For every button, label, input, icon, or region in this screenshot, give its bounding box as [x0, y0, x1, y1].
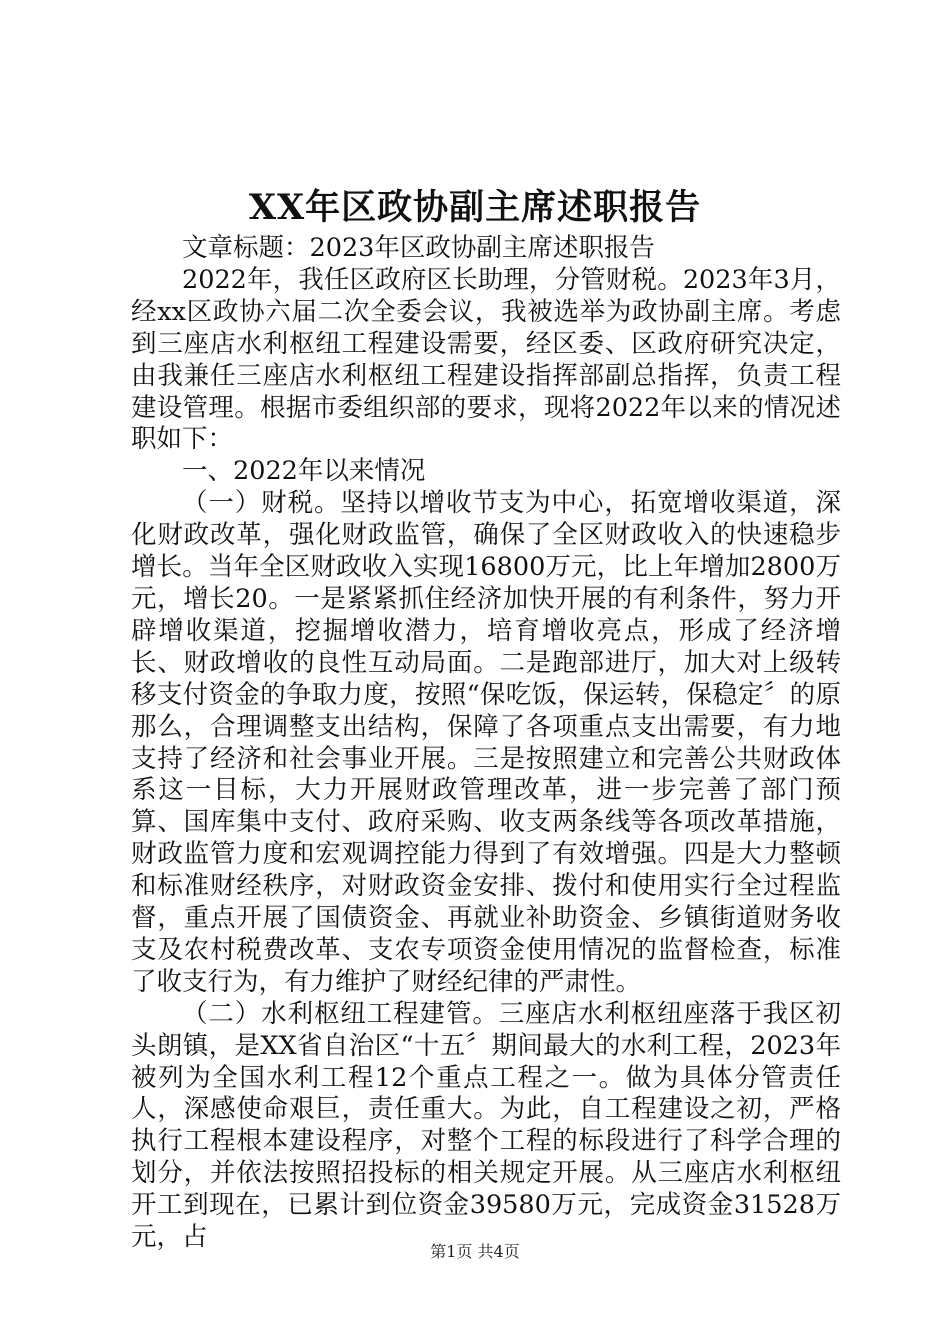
document-body [131, 233, 841, 1254]
section-heading: 一、2022年以来情况 [182, 456, 426, 487]
page-footer: 第1页 共4页 [430, 1242, 520, 1261]
finance-paragraph: （一）财税。坚持以增收节支为中心，拓宽增收渠道，深化财政改革，强化财政监管，确保了全区财政收入的快速稳步增长。当年全区财政收入实现16800万元，比上年增加2800万元，增长20。一是紧紧抓住经济加快开展的有利条件，努力开辟增收渠道，挖掘增收潜力，培育增收亮点，形成了经济增长、财政增收的良性互动局面。二是跑部进厅，加大对上级转移支付资金的争取力度，按照“保吃饭，保运转，保稳定〞的原那么，合理调整支出结构，保障了各项重点支出需要，有力地支持了经济和社会事业开展。三是按照建立和完善公共财政体系这一目标，大力开展财政管理改革，进一步完善了部门预算、国库集中支付、政府采购、收支两条线等各项改革措施，财政监管力度和宏观调控能力得到了有效增强。四是大力整顿和标准财经秩序，对财政资金安排、拨付和使用实行全过程监督，重点开展了国债资金、再就业补助资金、乡镇街道财务收支及农村税费改革、支农专项资金使用情况的监督检查，标准了收支行为，有力维护了财经纪律的严肃性。 [131, 488, 841, 997]
article-title-line: 文章标题：2023年区政协副主席述职报告 [182, 233, 655, 263]
document-title: XX年区政协副主席述职报告 [248, 187, 702, 228]
intro-paragraph: 2022年，我任区政府区长助理，分管财税。2023年3月，经xx区政协六届二次全委会议，我被选举为政协副主席。考虑到三座店水利枢纽工程建设需要，经区委、区政府研究决定，由我兼任三座店水利枢纽工程建设指挥部副总指挥，负责工程建设管理。根据市委组织部的要求，现将2022年以来的情况述职如下： [131, 264, 841, 455]
water-project-paragraph: （二）水利枢纽工程建管。三座店水利枢纽座落于我区初头朗镇，是XX省自治区“十五〞期间最大的水利工程，2023年被列为全国水利工程12个重点工程之一。做为具体分管责任人，深感使命艰巨，责任重大。为此，自工程建设之初，严格执行工程根本建设程序，对整个工程的标段进行了科学合理的划分，并依法按照招投标的相关规定开展。从三座店水利枢纽开工到现在，已累计到位资金39580万元，完成资金31528万元，占 [131, 998, 841, 1253]
